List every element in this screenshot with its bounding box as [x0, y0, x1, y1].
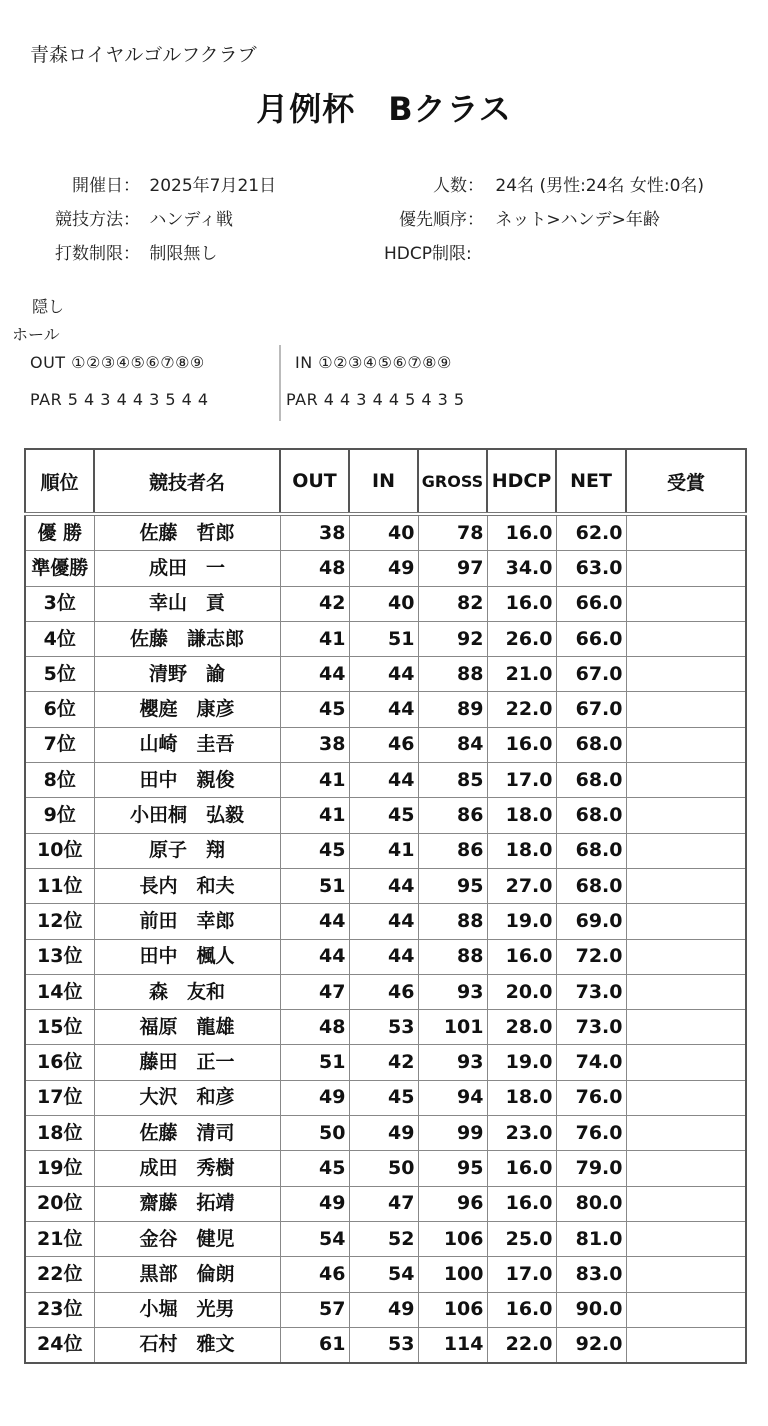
gross-score-cell: 97 [418, 551, 487, 586]
player-name-cell: 山崎 圭吾 [94, 727, 280, 762]
gross-score-cell: 89 [418, 692, 487, 727]
header-net: NET [556, 449, 626, 514]
award-cell [626, 868, 746, 903]
player-name-cell: 森 友和 [94, 974, 280, 1009]
header-hdcp: HDCP [487, 449, 556, 514]
out-score-cell: 46 [280, 1257, 349, 1292]
net-score-cell: 76.0 [556, 1116, 626, 1151]
gross-score-cell: 93 [418, 974, 487, 1009]
in-score-cell: 45 [349, 798, 418, 833]
out-score-cell: 44 [280, 904, 349, 939]
award-cell [626, 1116, 746, 1151]
player-name-cell: 田中 楓人 [94, 939, 280, 974]
award-cell [626, 657, 746, 692]
out-score-cell: 45 [280, 692, 349, 727]
hdcp-cell: 34.0 [487, 551, 556, 586]
in-score-cell: 46 [349, 727, 418, 762]
table-row [25, 727, 746, 762]
header-award: 受賞 [626, 449, 746, 514]
rank-cell: 14位 [25, 974, 94, 1009]
rank-cell: 6位 [25, 692, 94, 727]
out-score-cell: 41 [280, 621, 349, 656]
hdcp-cell: 16.0 [487, 1186, 556, 1221]
award-cell [626, 1045, 746, 1080]
gross-score-cell: 95 [418, 868, 487, 903]
award-cell [626, 798, 746, 833]
info-priority [384, 205, 660, 230]
net-score-cell: 80.0 [556, 1186, 626, 1221]
player-name-cell: 前田 幸郎 [94, 904, 280, 939]
in-score-cell: 44 [349, 868, 418, 903]
rank-cell: 10位 [25, 833, 94, 868]
in-score-cell: 44 [349, 939, 418, 974]
in-score-cell: 46 [349, 974, 418, 1009]
hdcp-cell: 22.0 [487, 1327, 556, 1363]
table-row [25, 763, 746, 798]
net-score-cell: 67.0 [556, 657, 626, 692]
table-row [25, 551, 746, 586]
hdcp-cell: 16.0 [487, 514, 556, 551]
table-row [25, 868, 746, 903]
player-name-cell: 福原 龍雄 [94, 1010, 280, 1045]
net-score-cell: 68.0 [556, 868, 626, 903]
out-score-cell: 48 [280, 551, 349, 586]
player-name-cell: 藤田 正一 [94, 1045, 280, 1080]
in-score-cell: 47 [349, 1186, 418, 1221]
hdcp-cell: 16.0 [487, 1151, 556, 1186]
net-score-cell: 76.0 [556, 1080, 626, 1115]
player-name-cell: 齋藤 拓靖 [94, 1186, 280, 1221]
table-row [25, 1186, 746, 1221]
out-score-cell: 51 [280, 1045, 349, 1080]
gross-score-cell: 88 [418, 939, 487, 974]
info-date [30, 171, 276, 196]
date-value: 2025年7月21日 [149, 176, 277, 196]
in-score-cell: 44 [349, 692, 418, 727]
in-score-cell: 49 [349, 1292, 418, 1327]
hdcp-cell: 23.0 [487, 1116, 556, 1151]
in-score-cell: 49 [349, 551, 418, 586]
net-score-cell: 66.0 [556, 586, 626, 621]
player-name-cell: 小田桐 弘毅 [94, 798, 280, 833]
rank-cell: 20位 [25, 1186, 94, 1221]
rank-cell: 23位 [25, 1292, 94, 1327]
out-score-cell: 61 [280, 1327, 349, 1363]
table-row [25, 939, 746, 974]
in-score-cell: 53 [349, 1010, 418, 1045]
hdcp-cell: 20.0 [487, 974, 556, 1009]
out-score-cell: 41 [280, 798, 349, 833]
hdcp-limit-label: HDCP制限: [384, 244, 472, 264]
net-score-cell: 68.0 [556, 727, 626, 762]
table-row [25, 692, 746, 727]
player-name-cell: 石村 雅文 [94, 1327, 280, 1363]
rank-cell: 21位 [25, 1221, 94, 1256]
hdcp-cell: 16.0 [487, 727, 556, 762]
table-row [25, 1327, 746, 1363]
player-name-cell: 清野 諭 [94, 657, 280, 692]
rank-cell: 3位 [25, 586, 94, 621]
out-score-cell: 45 [280, 1151, 349, 1186]
header-gross: GROSS [418, 449, 487, 514]
club-name: 青森ロイヤルゴルフクラブ [30, 44, 257, 66]
player-name-cell: 櫻庭 康彦 [94, 692, 280, 727]
award-cell [626, 1186, 746, 1221]
in-score-cell: 40 [349, 514, 418, 551]
header-out: OUT [280, 449, 349, 514]
award-cell [626, 514, 746, 551]
award-cell [626, 586, 746, 621]
hdcp-cell: 18.0 [487, 798, 556, 833]
net-score-cell: 79.0 [556, 1151, 626, 1186]
rank-cell: 16位 [25, 1045, 94, 1080]
out-par-row: PAR 5 4 3 4 4 3 5 4 4 [30, 390, 209, 409]
out-score-cell: 38 [280, 514, 349, 551]
award-cell [626, 1151, 746, 1186]
hdcp-cell: 27.0 [487, 868, 556, 903]
hdcp-cell: 17.0 [487, 763, 556, 798]
hdcp-cell: 17.0 [487, 1257, 556, 1292]
out-score-cell: 45 [280, 833, 349, 868]
award-cell [626, 1327, 746, 1363]
rank-cell: 19位 [25, 1151, 94, 1186]
in-score-cell: 44 [349, 763, 418, 798]
table-row [25, 1221, 746, 1256]
out-score-cell: 50 [280, 1116, 349, 1151]
rank-cell: 15位 [25, 1010, 94, 1045]
rank-cell: 13位 [25, 939, 94, 974]
table-row [25, 974, 746, 1009]
info-method [30, 205, 233, 230]
in-score-cell: 44 [349, 657, 418, 692]
out-score-cell: 54 [280, 1221, 349, 1256]
rank-cell: 4位 [25, 621, 94, 656]
in-score-cell: 51 [349, 621, 418, 656]
table-row [25, 1010, 746, 1045]
hdcp-cell: 19.0 [487, 904, 556, 939]
gross-score-cell: 93 [418, 1045, 487, 1080]
player-name-cell: 幸山 貢 [94, 586, 280, 621]
player-name-cell: 田中 親俊 [94, 763, 280, 798]
gross-score-cell: 78 [418, 514, 487, 551]
table-row [25, 621, 746, 656]
player-name-cell: 佐藤 哲郎 [94, 514, 280, 551]
award-cell [626, 1221, 746, 1256]
net-score-cell: 73.0 [556, 974, 626, 1009]
gross-score-cell: 100 [418, 1257, 487, 1292]
rank-cell: 22位 [25, 1257, 94, 1292]
table-row [25, 904, 746, 939]
hdcp-cell: 16.0 [487, 939, 556, 974]
in-score-cell: 50 [349, 1151, 418, 1186]
date-label: 開催日： [72, 176, 140, 196]
net-score-cell: 68.0 [556, 763, 626, 798]
net-score-cell: 74.0 [556, 1045, 626, 1080]
count-value: 24名 (男性:24名 女性:0名) [495, 176, 705, 196]
out-score-cell: 49 [280, 1186, 349, 1221]
award-cell [626, 621, 746, 656]
out-score-cell: 42 [280, 586, 349, 621]
out-score-cell: 47 [280, 974, 349, 1009]
player-name-cell: 黒部 倫朗 [94, 1257, 280, 1292]
player-name-cell: 大沢 和彦 [94, 1080, 280, 1115]
gross-score-cell: 106 [418, 1221, 487, 1256]
player-name-cell: 佐藤 謙志郎 [94, 621, 280, 656]
page-title: 月例杯 Bクラス [256, 90, 512, 128]
hdcp-cell: 16.0 [487, 1292, 556, 1327]
hdcp-cell: 22.0 [487, 692, 556, 727]
net-score-cell: 68.0 [556, 798, 626, 833]
hdcp-cell: 26.0 [487, 621, 556, 656]
award-cell [626, 1010, 746, 1045]
hdcp-cell: 18.0 [487, 1080, 556, 1115]
gross-score-cell: 88 [418, 657, 487, 692]
in-score-cell: 54 [349, 1257, 418, 1292]
rank-cell: 7位 [25, 727, 94, 762]
table-header-row [25, 449, 746, 514]
award-cell [626, 939, 746, 974]
rank-cell: 9位 [25, 798, 94, 833]
net-score-cell: 67.0 [556, 692, 626, 727]
rank-cell: 優 勝 [25, 514, 94, 551]
in-score-cell: 44 [349, 904, 418, 939]
net-score-cell: 92.0 [556, 1327, 626, 1363]
award-cell [626, 1080, 746, 1115]
gross-score-cell: 86 [418, 833, 487, 868]
info-count [384, 171, 704, 196]
gross-score-cell: 101 [418, 1010, 487, 1045]
hdcp-cell: 25.0 [487, 1221, 556, 1256]
player-name-cell: 原子 翔 [94, 833, 280, 868]
net-score-cell: 69.0 [556, 904, 626, 939]
in-score-cell: 49 [349, 1116, 418, 1151]
info-limit [30, 239, 217, 264]
gross-score-cell: 96 [418, 1186, 487, 1221]
gross-score-cell: 84 [418, 727, 487, 762]
rank-cell: 12位 [25, 904, 94, 939]
in-score-cell: 45 [349, 1080, 418, 1115]
hdcp-cell: 28.0 [487, 1010, 556, 1045]
header-rank: 順位 [25, 449, 94, 514]
award-cell [626, 551, 746, 586]
award-cell [626, 727, 746, 762]
gross-score-cell: 92 [418, 621, 487, 656]
out-score-cell: 48 [280, 1010, 349, 1045]
net-score-cell: 73.0 [556, 1010, 626, 1045]
player-name-cell: 成田 秀樹 [94, 1151, 280, 1186]
net-score-cell: 81.0 [556, 1221, 626, 1256]
net-score-cell: 83.0 [556, 1257, 626, 1292]
out-score-cell: 51 [280, 868, 349, 903]
award-cell [626, 1257, 746, 1292]
info-hdcp-limit [384, 239, 472, 264]
net-score-cell: 90.0 [556, 1292, 626, 1327]
award-cell [626, 904, 746, 939]
gross-score-cell: 95 [418, 1151, 487, 1186]
table-row [25, 1045, 746, 1080]
rank-cell: 5位 [25, 657, 94, 692]
hdcp-cell: 18.0 [487, 833, 556, 868]
hidden-holes-label-line2: ホール [12, 325, 60, 344]
table-row [25, 1080, 746, 1115]
out-score-cell: 44 [280, 657, 349, 692]
table-row [25, 586, 746, 621]
in-score-cell: 42 [349, 1045, 418, 1080]
gross-score-cell: 94 [418, 1080, 487, 1115]
in-score-cell: 52 [349, 1221, 418, 1256]
table-row [25, 1292, 746, 1327]
gross-score-cell: 86 [418, 798, 487, 833]
gross-score-cell: 88 [418, 904, 487, 939]
rank-cell: 24位 [25, 1327, 94, 1363]
rank-cell: 8位 [25, 763, 94, 798]
table-row [25, 657, 746, 692]
table-row [25, 514, 746, 551]
out-score-cell: 41 [280, 763, 349, 798]
gross-score-cell: 114 [418, 1327, 487, 1363]
gross-score-cell: 85 [418, 763, 487, 798]
count-label: 人数： [433, 176, 484, 196]
in-par-row: PAR 4 4 3 4 4 5 4 3 5 [286, 390, 465, 409]
award-cell [626, 833, 746, 868]
player-name-cell: 佐藤 清司 [94, 1116, 280, 1151]
gross-score-cell: 99 [418, 1116, 487, 1151]
player-name-cell: 小堀 光男 [94, 1292, 280, 1327]
out-in-divider [279, 345, 281, 421]
in-holes-row: IN ①②③④⑤⑥⑦⑧⑨ [295, 353, 452, 372]
net-score-cell: 66.0 [556, 621, 626, 656]
method-label: 競技方法： [55, 210, 140, 230]
award-cell [626, 763, 746, 798]
limit-label: 打数制限： [55, 244, 140, 264]
rank-cell: 18位 [25, 1116, 94, 1151]
player-name-cell: 成田 一 [94, 551, 280, 586]
gross-score-cell: 82 [418, 586, 487, 621]
player-name-cell: 金谷 健児 [94, 1221, 280, 1256]
method-value: ハンディ戦 [149, 210, 234, 230]
gross-score-cell: 106 [418, 1292, 487, 1327]
net-score-cell: 62.0 [556, 514, 626, 551]
table-row [25, 1151, 746, 1186]
in-score-cell: 40 [349, 586, 418, 621]
hidden-holes-label-line1: 隠し [32, 297, 65, 316]
award-cell [626, 1292, 746, 1327]
award-cell [626, 974, 746, 1009]
results-table [24, 448, 747, 1364]
hdcp-cell: 21.0 [487, 657, 556, 692]
in-score-cell: 41 [349, 833, 418, 868]
in-score-cell: 53 [349, 1327, 418, 1363]
net-score-cell: 68.0 [556, 833, 626, 868]
header-name: 競技者名 [94, 449, 280, 514]
results-body [25, 514, 746, 1363]
out-score-cell: 44 [280, 939, 349, 974]
net-score-cell: 72.0 [556, 939, 626, 974]
player-name-cell: 長内 和夫 [94, 868, 280, 903]
priority-value: ネット>ハンデ>年齢 [495, 210, 660, 230]
table-row [25, 1116, 746, 1151]
table-row [25, 798, 746, 833]
table-row [25, 1257, 746, 1292]
rank-cell: 準優勝 [25, 551, 94, 586]
award-cell [626, 692, 746, 727]
out-score-cell: 57 [280, 1292, 349, 1327]
out-score-cell: 38 [280, 727, 349, 762]
rank-cell: 11位 [25, 868, 94, 903]
rank-cell: 17位 [25, 1080, 94, 1115]
limit-value: 制限無し [149, 244, 218, 264]
priority-label: 優先順序： [399, 210, 484, 230]
hdcp-cell: 19.0 [487, 1045, 556, 1080]
header-in: IN [349, 449, 418, 514]
out-score-cell: 49 [280, 1080, 349, 1115]
table-row [25, 833, 746, 868]
net-score-cell: 63.0 [556, 551, 626, 586]
out-holes-row: OUT ①②③④⑤⑥⑦⑧⑨ [30, 353, 205, 372]
hdcp-cell: 16.0 [487, 586, 556, 621]
